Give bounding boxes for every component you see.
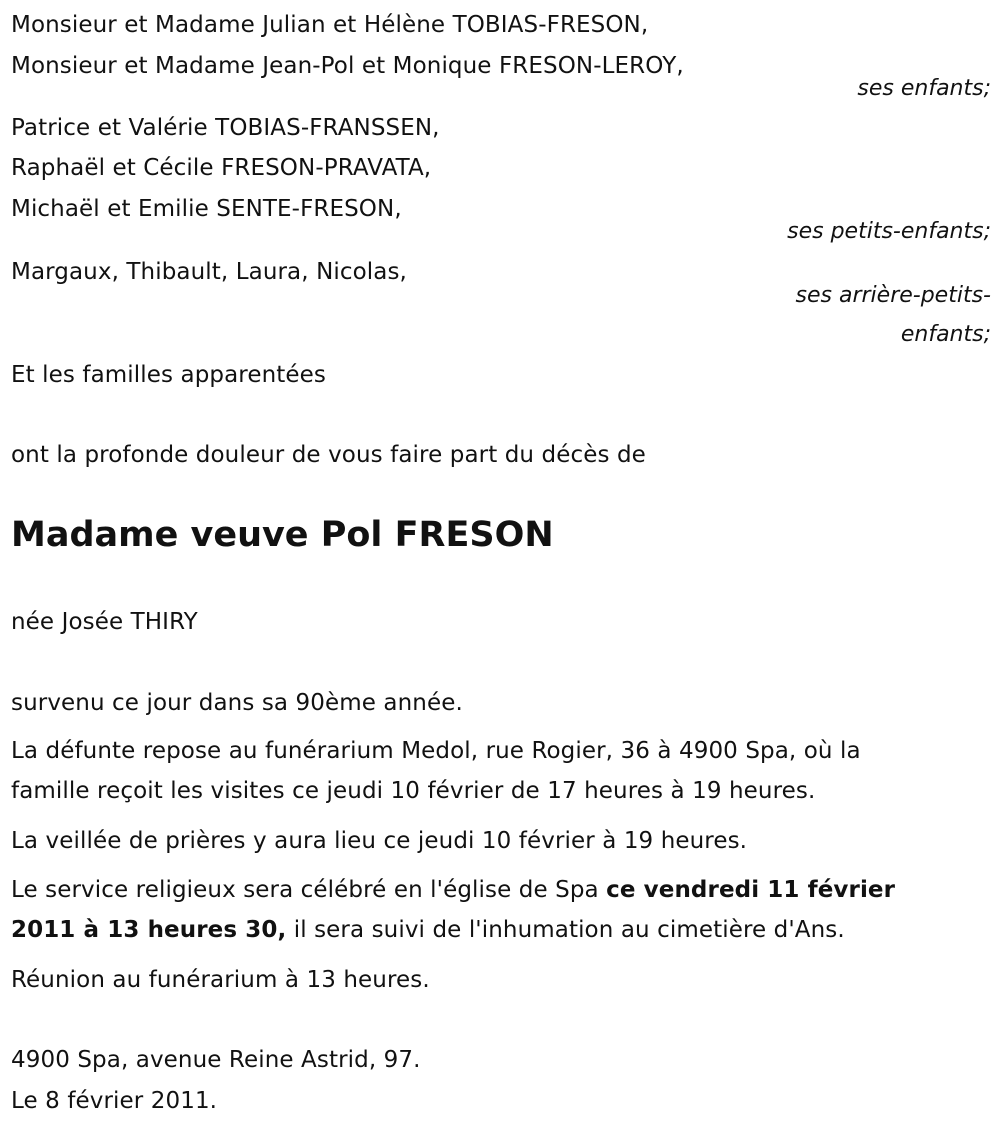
vigil-line: La veillée de prières y aura lieu ce jeudi 10 février à 19 heures. [11,828,748,854]
children-line-2: Monsieur et Madame Jean-Pol et Monique FRESON-LEROY, [11,53,684,79]
grandchildren-line-3: Michaël et Emilie SENTE-FRESON, [11,196,402,222]
grandchildren-line-1: Patrice et Valérie TOBIAS-FRANSSEN, [11,115,440,141]
children-role: ses enfants; [857,76,991,101]
service-date-bold: ce vendredi 11 février [606,877,896,903]
announcement-line: ont la profonde douleur de vous faire part du décès de [11,442,646,468]
repose-line-2: famille reçoit les visites ce jeudi 10 février de 17 heures à 19 heures. [11,778,816,804]
death-details: survenu ce jour dans sa 90ème année. [11,690,463,716]
great-grandchildren-role-line-1: ses arrière-petits- [795,283,991,308]
service-line-1-text: Le service religieux sera célébré en l'église de Spa [11,877,607,903]
meeting-line: Réunion au funérarium à 13 heures. [11,967,430,993]
repose-line-1: La défunte repose au funérarium Medol, rue Rogier, 36 à 4900 Spa, où la [11,738,861,764]
families-line: Et les familles apparentées [11,362,326,388]
great-grandchildren-role-line-2: enfants; [900,322,991,347]
service-line-2 [11,915,845,945]
grandchildren-role: ses petits-enfants; [787,219,991,244]
children-line-1: Monsieur et Madame Julian et Hélène TOBIAS-FRESON, [11,12,649,38]
deceased-name: Madame veuve Pol FRESON [11,515,554,555]
service-time-bold: 2011 à 13 heures 30, [11,917,287,943]
footer-date: Le 8 février 2011. [11,1088,218,1114]
birth-name: née Josée THIRY [11,609,198,635]
service-line-2-text: il sera suivi de l'inhumation au cimetière d'Ans. [286,917,845,943]
footer-address: 4900 Spa, avenue Reine Astrid, 97. [11,1047,421,1073]
grandchildren-line-2: Raphaël et Cécile FRESON-PRAVATA, [11,155,432,181]
service-line-1 [11,875,895,905]
great-grandchildren-line: Margaux, Thibault, Laura, Nicolas, [11,259,407,285]
